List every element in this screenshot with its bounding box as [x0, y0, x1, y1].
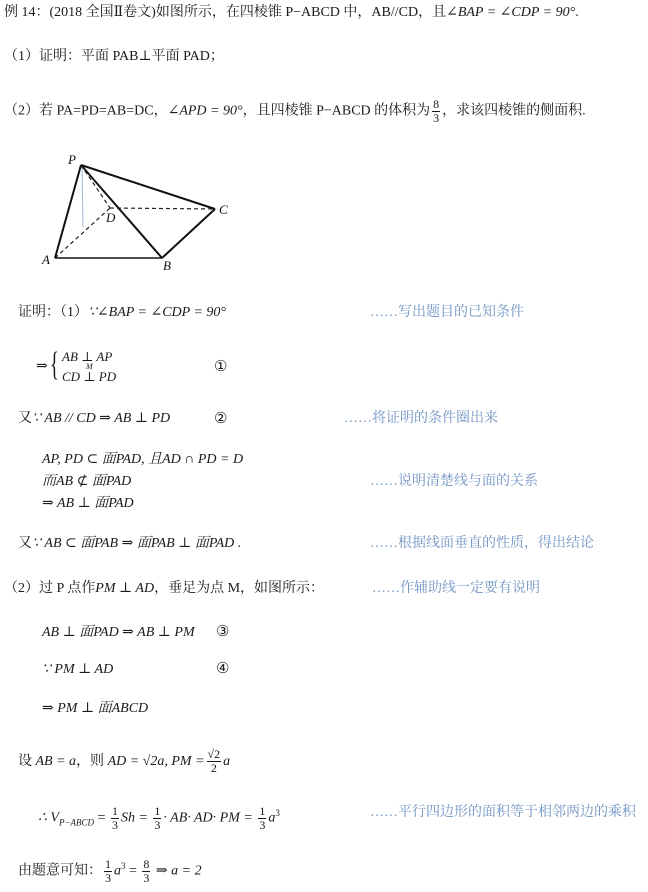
edge-PA [55, 165, 81, 258]
s6-math: PM ⊥ AD [95, 581, 155, 596]
s10-prefix: 设 [18, 754, 32, 769]
mark-4: ④ [216, 661, 230, 677]
label-A: A [42, 252, 50, 267]
s11-exp: 3 [275, 808, 280, 818]
solution-step-10 [18, 742, 230, 782]
solution-step-1 [18, 304, 226, 322]
label-B: B [163, 258, 171, 273]
label-P: P [68, 152, 76, 167]
s6-end: ，垂足为点 M，如图所示： [154, 581, 325, 596]
title-text: 例 14：(2018 全国Ⅱ卷文)如图所示，在四棱锥 P−ABCD 中，AB//CD，且 [4, 5, 447, 20]
edge-BC [162, 209, 215, 258]
solution-step-3 [18, 410, 170, 428]
s3-math: ∵ AB // CD ⇒ AB ⊥ PD [32, 411, 171, 426]
s10-end: a [223, 754, 231, 769]
fraction-5 [142, 858, 150, 885]
solution-step-9: ⇒ PM ⊥ 面ABCD [42, 701, 149, 716]
frac-den: 3 [154, 817, 161, 832]
pyramid-figure [0, 140, 260, 280]
s12-prefix: 由题意可知： [18, 863, 102, 879]
s10-m1: AB = a [35, 754, 77, 769]
part-1-statement: （1）证明：平面 PAB⊥平面 PAD； [4, 49, 224, 64]
pm-fraction [207, 748, 222, 775]
label-D: D [106, 210, 116, 225]
frac-den: 3 [111, 817, 118, 832]
s12-end: ⇒ a = 2 [152, 863, 202, 879]
frac-num: 8 [143, 856, 150, 871]
solution-step-7: AB ⊥ 面PAD ⇒ AB ⊥ PM [42, 625, 195, 640]
mark-1: ① [214, 359, 228, 375]
part2-angle: ∠APD = 90° [167, 103, 243, 119]
s2-line1: AB ⊥ AP [62, 349, 113, 364]
solution-step-4-line-3: ⇒ AB ⊥ 面PAD [42, 496, 134, 511]
part2-mid: ，且四棱锥 P−ABCD 的体积为 [242, 103, 431, 119]
annotation-6: ……平行四边形的面积等于相邻两边的乘积 [370, 805, 636, 820]
s12-exp: 3 [121, 861, 126, 871]
part2-end: ，求该四棱锥的侧面积. [442, 103, 586, 119]
s1-math: ∵∠BAP = ∠CDP = 90° [88, 305, 227, 320]
implies-arrow: ⇒ [36, 359, 48, 374]
solution-step-11 [38, 793, 280, 842]
s2-line2: CD ⊥ PD [62, 369, 117, 384]
s3-prefix: 又 [18, 411, 32, 426]
s10-mid: ，则 [76, 754, 105, 769]
problem-title [4, 4, 579, 22]
s10-m2: AD = √2a, PM = [107, 754, 205, 769]
s12-eq: = [125, 863, 141, 879]
label-C: C [219, 202, 228, 217]
title-end: . [575, 5, 579, 20]
title-math: ∠BAP = ∠CDP = 90° [446, 5, 576, 20]
part2-prefix: （2）若 PA=PD=AB=DC， [4, 103, 168, 119]
s2-line1-sub: M [86, 362, 93, 371]
solution-step-8: ∵ PM ⊥ AD [42, 662, 114, 677]
frac-num: √2 [207, 747, 221, 762]
frac-num: 1 [111, 803, 118, 818]
left-brace: { [50, 346, 59, 383]
s11-a: a [268, 810, 276, 826]
solution-step-6 [4, 580, 324, 598]
fraction-1 [111, 805, 119, 832]
s12-a: a [114, 863, 121, 879]
frac-num: 1 [105, 856, 111, 871]
frac-den: 2 [210, 761, 217, 776]
fraction-2 [153, 805, 161, 832]
annotation-1: ……写出题目的已知条件 [370, 305, 524, 320]
frac-den: 3 [259, 817, 266, 832]
annotation-5: ……作辅助线一定要有说明 [372, 581, 540, 596]
annotation-4: ……根据线面垂直的性质，得出结论 [370, 536, 594, 551]
s11-sh: Sh = [120, 810, 152, 826]
frac-num: 8 [433, 97, 440, 111]
volume-fraction [432, 98, 440, 125]
s11-eq: = [94, 810, 109, 826]
solution-step-4-line-1: AP, PD ⊂ 面PAD, 且AD ∩ PD = D [42, 452, 244, 467]
frac-num: 1 [154, 803, 161, 818]
s5-math: ∵ AB ⊂ 面PAB ⇒ 面PAB ⊥ 面PAD . [32, 536, 242, 551]
s11-sub: P−ABCD [58, 817, 95, 828]
annotation-3: ……说明清楚线与面的关系 [370, 474, 538, 489]
s5-prefix: 又 [18, 536, 32, 551]
edge-DC [110, 208, 215, 209]
s11-prod: · AB· AD· PM = [163, 810, 257, 826]
annotation-2: ……将证明的条件圈出来 [344, 411, 498, 426]
fraction-4 [104, 858, 112, 885]
s11-v: ∴ V [38, 810, 59, 826]
s6-prefix: （2）过 P 点作 [4, 581, 96, 596]
part-2-statement [4, 98, 586, 125]
frac-den: 3 [433, 111, 440, 125]
mark-3: ③ [216, 624, 230, 640]
solution-step-2 [36, 346, 236, 388]
frac-den: 3 [143, 870, 150, 885]
s1-prefix: 证明：（1） [18, 305, 88, 320]
solution-step-4-line-2: 而AB ⊄ 面PAD [42, 474, 132, 489]
solution-step-12 [18, 846, 202, 892]
frac-den: 3 [105, 870, 111, 885]
solution-step-5 [18, 535, 241, 553]
mark-2: ② [214, 411, 228, 427]
altitude-PM [82, 167, 83, 227]
frac-num: 1 [259, 803, 266, 818]
fraction-3 [258, 805, 266, 832]
